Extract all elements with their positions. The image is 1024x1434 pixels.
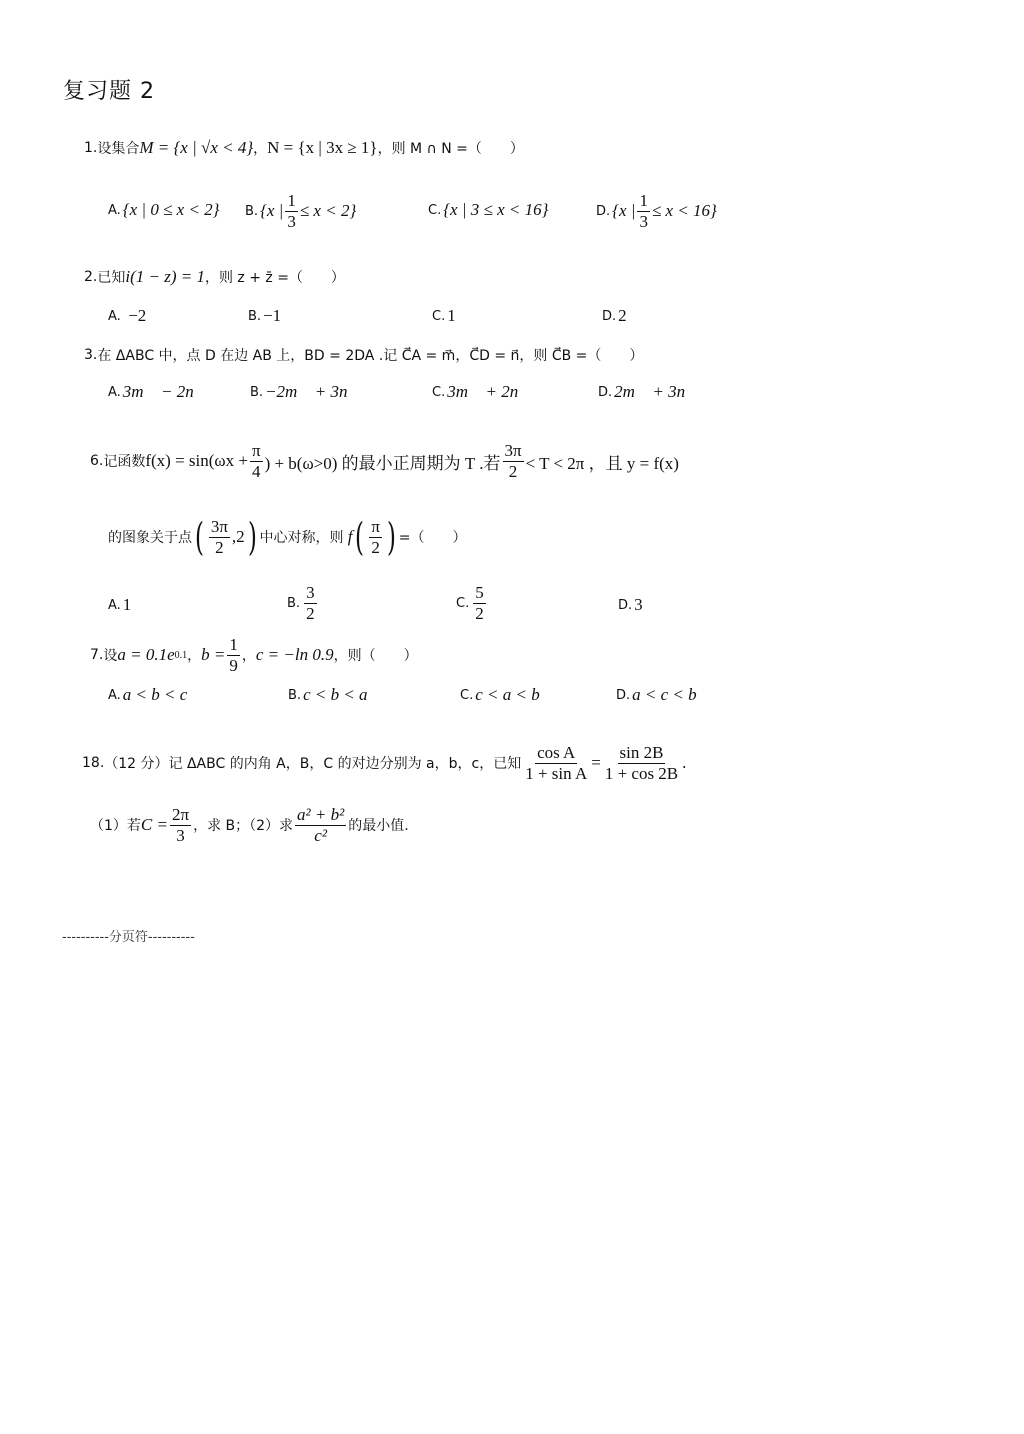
- score: （12 分）: [104, 756, 169, 773]
- fraction: $\frac{\text{a² + b²}}{\text{c²}}$: [297, 805, 345, 845]
- option-a: A. 3m⃗ − 2n⃗: [108, 382, 207, 401]
- fraction: $\frac{1}{9}$: [229, 635, 238, 675]
- page-break-divider: ----------分页符----------: [62, 930, 195, 945]
- question-18-parts: （1）若 C = $\frac{2\pi}{3}$ ，求 B；（2）求 $\frac{\text{a² + b²}}{\text{c²}}$ 的最小值.: [90, 805, 409, 845]
- fraction: $\frac{\pi}{4}$: [251, 441, 261, 481]
- fraction: $\frac{\text{cos A}}{\text{1 + sin A}}$: [525, 743, 588, 783]
- option-c: C. {x | 3 ≤ x < 16}: [428, 200, 549, 219]
- equation: i(1 − z) = 1: [125, 267, 205, 286]
- question-18: 18. （12 分） 记 ΔABC 的内角 A，B，C 的对边分别为 a，b，c，已知 $\frac{\text{cos A}}{\text{1 + sin A}}$ = $\frac{\sin 2B}{1 + \cos 2B}$ .: [82, 743, 687, 783]
- option-d: D. a < c < b: [616, 685, 697, 704]
- option-b: B. −2m⃗ + 3n⃗: [250, 382, 361, 401]
- fraction: $\frac{\pi}{2}$: [371, 517, 380, 557]
- option-b: B. −1: [248, 306, 282, 325]
- option-d: D. 2: [602, 306, 627, 325]
- question-3: 3. 在 ΔABC 中，点 D 在边 AB 上，BD = 2DA .记 C⃗A = m⃗，C⃗D = n⃗，则 C⃗B =（ ）: [84, 347, 644, 364]
- option-c: C. 1: [432, 306, 456, 325]
- question-1: [84, 138, 524, 158]
- option-a: A. a < b < c: [108, 685, 188, 704]
- set-n-expression: N = {x | 3x ≥ 1}: [267, 138, 378, 157]
- question-7: 7. 设 a = 0.1e 0.1 ， b = $\frac{1}{9}$ ， c = −ln 0.9 ，则（ ）: [90, 635, 418, 675]
- fraction: $\frac{5}{2}$: [475, 583, 484, 623]
- option-b: B. c < b < a: [288, 685, 368, 704]
- fraction: $\frac{3\pi}{2}$: [210, 517, 228, 557]
- separator: ，: [253, 141, 268, 157]
- option-b: B. {x | $\frac{1}{3}$ ≤ x < 2}: [245, 191, 357, 231]
- fraction: $\frac{2\pi}{3}$: [171, 805, 190, 845]
- option-c: C. c < a < b: [460, 685, 540, 704]
- fraction: $\frac{\sin 2B}{1 + \cos 2B}$: [604, 743, 679, 783]
- question-6-line-2: 的图象关于点 ( $\frac{3\pi}{2}$ ,2 ) 中心对称，则 f ( $\frac{\pi}{2}$ ) =（ ）: [108, 515, 467, 560]
- question-text: 设集合: [97, 141, 140, 157]
- fraction: $\frac{1}{3}$: [639, 191, 648, 231]
- fraction: $\frac{1}{3}$: [287, 191, 296, 231]
- question-tail: ，则 M ∩ N =（ ）: [377, 141, 524, 157]
- fraction: $\frac{3}{2}$: [306, 583, 315, 623]
- set-m-expression: M = {x | √x < 4}: [139, 138, 254, 157]
- option-a: A. 1: [108, 595, 132, 614]
- option-a: A. −2: [108, 306, 147, 325]
- question-number: 1.: [84, 140, 98, 156]
- question-2: 2. 已知 i(1 − z) = 1 ，则 z + z̄ =（ ）: [84, 267, 345, 286]
- page-title: 复习题 2: [63, 79, 155, 104]
- fraction: $\frac{3\pi}{2}$: [504, 441, 522, 481]
- question-6: 6. 记函数 f(x) = sin(ωx + $\frac{\pi}{4}$ ) + b(ω>0) 的最小正周期为 T .若 $\frac{3\pi}{2}$ < T < 2π ，且 y = f(x): [90, 441, 679, 481]
- option-d: D. 3: [618, 595, 643, 614]
- option-c: C. 3m⃗ + 2n⃗: [432, 382, 532, 401]
- option-d: D. 2m⃗ + 3n⃗: [598, 382, 699, 401]
- option-a: A. {x | 0 ≤ x < 2}: [108, 200, 220, 219]
- option-d: D. {x | $\frac{1}{3}$ ≤ x < 16}: [596, 191, 717, 231]
- option-b: B. $\frac{3}{2}$: [287, 583, 315, 623]
- option-c: C. $\frac{5}{2}$: [456, 583, 484, 623]
